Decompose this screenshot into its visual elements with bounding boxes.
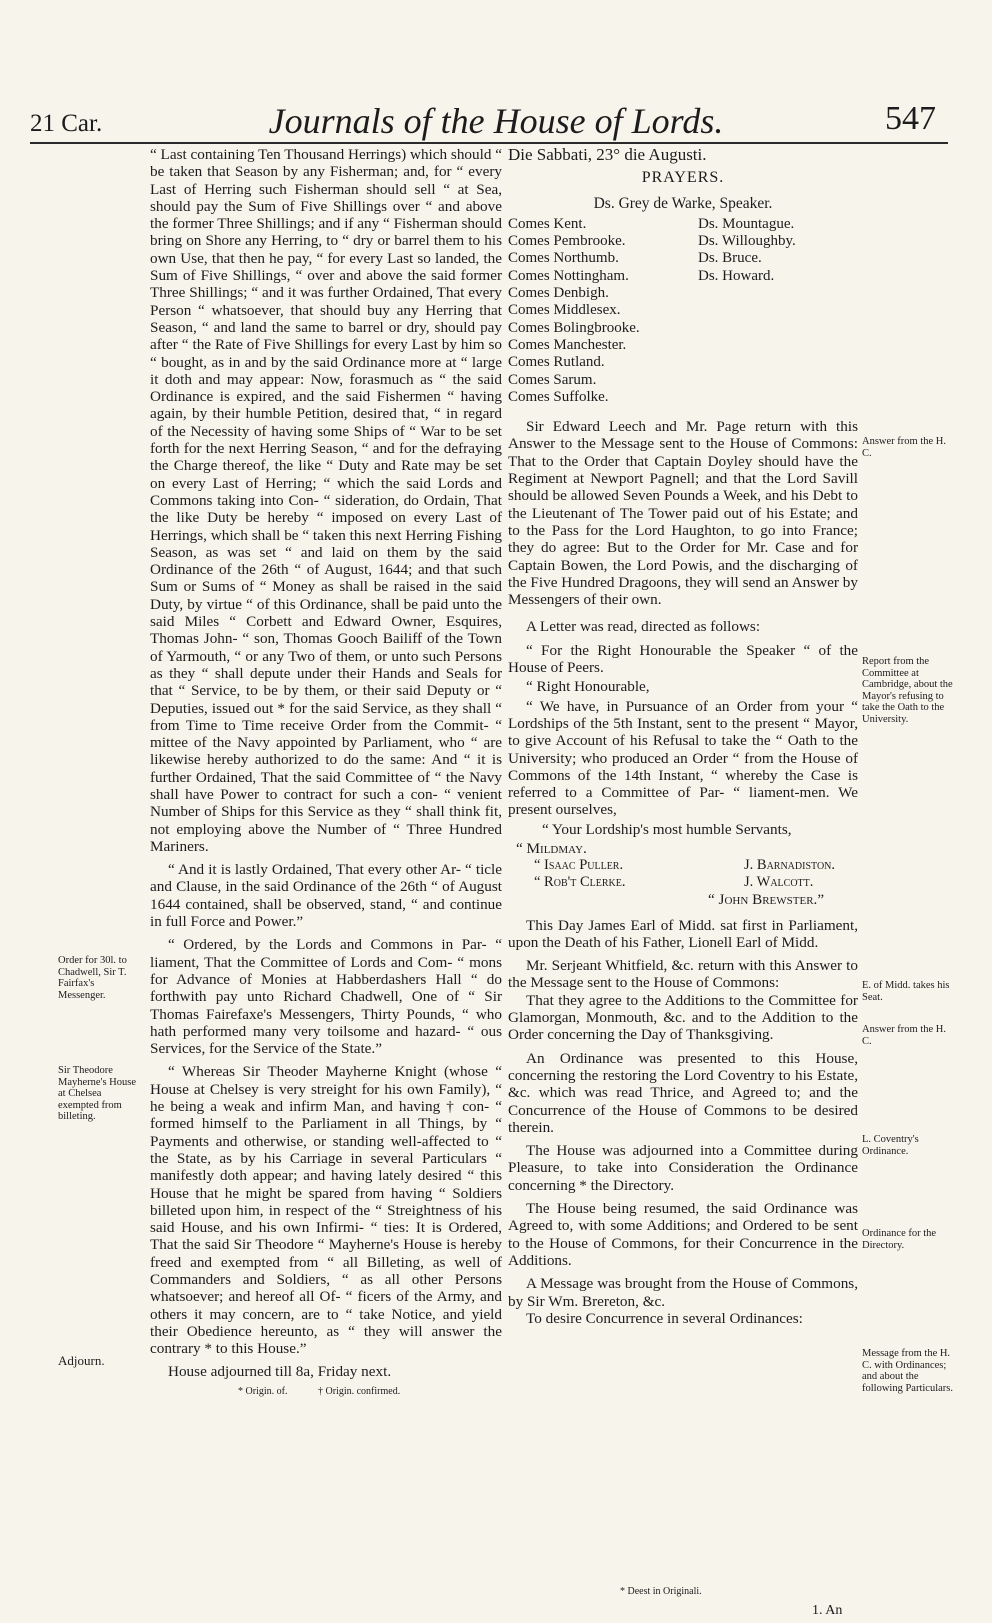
journal-title: Journals of the House of Lords. bbox=[268, 101, 724, 141]
signatory-barnadiston: J. Barnadiston. bbox=[744, 857, 836, 874]
attendee: Comes Denbigh. bbox=[508, 285, 609, 302]
margin-note-message-hc: Message from the H. C. with Ordinances; and about the following Particulars. bbox=[862, 1348, 953, 1394]
page-number: 547 bbox=[885, 100, 936, 137]
chadwell-order: “ Ordered, by the Lords and Commons in Par- “ liament, That the Committee of Lords and Com- “ mons for Advance of Monies at Habberdashers Hall “ do forthwith pay unto Richard Chadwell, One of “ Sir Thomas Fairefaxe's Messengers, Thirty Pounds, “ who hath performed many very toilsome and hazard- “ ous Services, for the Service of the State.” bbox=[150, 936, 502, 1058]
attendee: Comes Nottingham. bbox=[508, 267, 629, 284]
signatory-row bbox=[508, 857, 858, 874]
running-header bbox=[0, 86, 992, 142]
margin-note-midd-seat: E. of Midd. takes his Seat. bbox=[862, 980, 950, 1003]
margin-note-cambridge-report: Report from the Committee at Cambridge, about the Mayor's refusing to take the Oath to the University. bbox=[862, 656, 953, 725]
letter-closing: “ Your Lordship's most humble Servants, bbox=[542, 820, 792, 838]
earl-middlesex-seat: This Day James Earl of Midd. sat first in Parliament, upon the Death of his Father, Lionell Earl of Midd. bbox=[508, 916, 858, 951]
committee-directory: The House was adjourned into a Committee during Pleasure, to take into Consideration the Ordinance concerning * the Directory. bbox=[508, 1142, 858, 1194]
catchword: 1. An bbox=[812, 1603, 843, 1618]
signatory-row bbox=[508, 874, 858, 891]
attendee: Comes Manchester. bbox=[508, 336, 627, 353]
attendee: Ds. Howard. bbox=[698, 267, 775, 284]
signatory-walcott: J. Walcott. bbox=[744, 874, 814, 891]
coventry-ordinance: An Ordinance was presented to this House, concerning the restoring the Lord Coventry to his Estate, &c. which was read Thrice, and Agreed to; and the Concurrence of the House of Commons to be desired therein. bbox=[508, 1049, 858, 1136]
footnote-deest: * Deest in Originali. bbox=[620, 1586, 702, 1597]
attendee: Comes Sarum. bbox=[508, 371, 597, 388]
reign-label: 21 Car. bbox=[30, 110, 103, 137]
attendee: Comes Middlesex. bbox=[508, 302, 621, 319]
attendee: Comes Kent. bbox=[508, 215, 587, 232]
margin-note-answer-hc-2: Answer from the H. C. bbox=[862, 1024, 946, 1047]
letter-signatories bbox=[508, 840, 858, 909]
speaker-line: Ds. Grey de Warke, Speaker. bbox=[593, 194, 773, 212]
prayers-heading: PRAYERS. bbox=[641, 169, 725, 187]
header-rule bbox=[30, 142, 948, 144]
attendee: Comes Pembrooke. bbox=[508, 233, 626, 250]
desire-concurrence: To desire Concurrence in several Ordinances: bbox=[526, 1309, 803, 1327]
footnote-origin-confirmed: † Origin. confirmed. bbox=[318, 1386, 401, 1397]
answer-hc-whitfield-detail: That they agree to the Additions to the Committee for Glamorgan, Monmouth, &c. and to the Addition to the Order concerning the Day of Thanksgiving. bbox=[508, 991, 858, 1044]
margin-note-answer-hc-1: Answer from the H. C. bbox=[862, 436, 946, 459]
mayherne-order: “ Whereas Sir Theoder Mayherne Knight (whose “ House at Chelsey is very streight for his own Family), “ he being a weak and infirm Man, and having † con- “ formed himself to the Parliament in all Things, by “ Payments and otherwise, or standing well-affected to “ the State, as by his Carriage in several Particulars “ manifestly doth appear; and having lately desired “ this House that he might be spared from having “ Soldiers billeted upon him, in respect of the “ Streightness of his said House, and his own Infirmi- “ ties: It is Ordered, That the said Sir Theodore “ Mayherne's House is hereby freed and exempted from “ all Billeting, as well of Commanders and Soldiers, “ as all other Persons whatsoever; and hereof all Of- “ ficers of the Army, and others it may concern, are to “ take Notice, and yield their Obedience hereunto, as “ they will answer the contrary * to this House.” bbox=[150, 1063, 502, 1358]
attendance-list bbox=[508, 216, 858, 406]
attendee: Comes Northumb. bbox=[508, 250, 619, 267]
margin-note-chadwell: Order for 30l. to Chadwell, Sir T. Fairfax's Messenger. bbox=[58, 955, 127, 1001]
footnote-origin-of: * Origin. of. bbox=[238, 1386, 288, 1397]
attendee: Comes Rutland. bbox=[508, 354, 605, 371]
message-from-commons: A Message was brought from the House of Commons, by Sir Wm. Brereton, &c. bbox=[508, 1275, 858, 1310]
attendee: Ds. Bruce. bbox=[698, 250, 762, 267]
letter-intro: A Letter was read, directed as follows: bbox=[526, 618, 761, 636]
signatory-clerke: “ Rob't Clerke. bbox=[534, 874, 626, 891]
letter-address: “ For the Right Honourable the Speaker “ of the House of Peers. bbox=[508, 641, 858, 677]
signatory-brewster: “ John Brewster.” bbox=[708, 891, 825, 909]
right-column bbox=[508, 146, 858, 1333]
attendee: Ds. Willoughby. bbox=[698, 233, 796, 250]
domini-list bbox=[698, 216, 858, 406]
answer-hc-whitfield: Mr. Serjeant Whitfield, &c. return with this Answer to the Message sent to the House of Commons: bbox=[508, 957, 858, 992]
left-column bbox=[150, 146, 502, 1387]
attendee: Comes Bolingbrooke. bbox=[508, 319, 640, 336]
adjournment-entry: House adjourned till 8a, Friday next. bbox=[168, 1363, 392, 1381]
attendee: Ds. Mountague. bbox=[698, 215, 795, 232]
margin-note-coventry: L. Coventry's Ordinance. bbox=[862, 1134, 919, 1157]
house-resumed: The House being resumed, the said Ordinance was Agreed to, with some Additions; and Ordered to be sent to the House of Commons, for their Concurrence in the Additions. bbox=[508, 1200, 858, 1269]
date-heading: Die Sabbati, 23° die Augusti. bbox=[508, 145, 707, 164]
herring-ordinance-final-clause: “ And it is lastly Ordained, That every other Ar- “ ticle and Clause, in the said Ordinance of the 26th “ of August 1644 contained, shall be observed, stand, “ and continue in full Force and Power.” bbox=[150, 861, 502, 931]
answer-hc-leech-page: Sir Edward Leech and Mr. Page return with this Answer to the Message sent to the House of Commons: That to the Order that Captain Doyley should have the Regiment at Newport Pagnell; and that the Lord Savill should be allowed Seven Pounds a Week, and his Debt to the Lieutenant of The Tower paid out of his Estate; and to the Pass for the Lord Haughton, to go into France; they do agree: But to the Order for Mr. Case and for Captain Bowen, the Lord Powis, and the discharging of the Five Hundred Dragoons, they will send an Answer by Messengers of their own. bbox=[508, 418, 858, 609]
margin-note-adjourn: Adjourn. bbox=[58, 1353, 105, 1368]
margin-note-directory: Ordinance for the Directory. bbox=[862, 1228, 937, 1251]
margin-note-mayherne: Sir Theodore Mayherne's House at Chelsea exempted from billeting. bbox=[58, 1065, 136, 1122]
letter-body: “ We have, in Pursuance of an Order from your “ Lordships of the 5th Instant, sent to the present “ Mayor, to give Account of his Refusal to take the “ Oath to the University; who produced an Order “ from the House of Commons of the 14th Instant, “ whereby the Case is referred to a Committee of Par- “ liament-men. We present ourselves, bbox=[508, 697, 858, 819]
letter-salutation: “ Right Honourable, bbox=[526, 678, 650, 696]
comites-list bbox=[508, 216, 698, 406]
signatory-mildmay: “ Mildmay. bbox=[516, 839, 587, 857]
signatory-puller: “ Isaac Puller. bbox=[534, 857, 624, 874]
herring-ordinance-text: “ Last containing Ten Thousand Herrings) which should “ be taken that Season by any Fisherman; and, for “ every Last of Herring such Fisherman should sell “ at Sea, should pay the Sum of Five Shillings over “ and above the former Three Shillings; and if any “ Fisherman should bring on Shore any Herring, to “ dry or barrel them to his own Use, that then he pay, “ for every Last so landed, the Sum of Five Shillings, “ over and above the said former Three Shillings; “ and it was further Ordained, That every Person “ whatsoever, that should buy any Herring that Season, “ and land the same to barrel or dry, should pay after “ the Rate of Five Shillings for every Last by him so “ bought, as in and by the said Ordinance more at “ large it doth and may appear: Now, forasmuch as “ the said Ordinance is expired, and the said Fishermen “ having again, by their humble Petition, desired that, “ in regard of the Necessity of having some Ships of “ War to be set forth for the next Herring Season, “ and for the defraying the Charge thereof, the like “ Duty and Rate may be set on every Last of Herring; “ which the said Lords and Commons taking into Con- “ sideration, do Ordain, That the like Duty be hereby “ imposed on every Last of Herrings, which shall be “ taken this next Herring Fishing Season, as was set “ and laid on them by the said Ordinance of the 26th “ of August, 1644; and that such Sum or Sums of “ Money as shall be raised in the said Duty, by virtue “ of this Ordinance, shall be paid unto the said Miles “ Corbett and Edward Owner, Esquires, Thomas John- “ son, Thomas Gooch Bailiff of the Town of Yarmouth, “ or any Two of them, or unto such Persons as they “ shall depute under their Hands and Seals for that “ Service, to be by them, or their said Deputy or “ Deputies, issued out * for the said Service, as they shall “ from Time to Time receive Order from the Commit- “ mittee of the Navy appointed by Parliament, who “ are likewise hereby authorized to do the same: And “ it is further Ordained, That the said Committee of “ the Navy shall have Power to contract for such a con- “ venient Number of Ships for this Service as they “ shall think fit, not employing above the Number of “ Three Hundred Mariners. bbox=[150, 146, 502, 855]
attendee: Comes Suffolke. bbox=[508, 388, 609, 405]
